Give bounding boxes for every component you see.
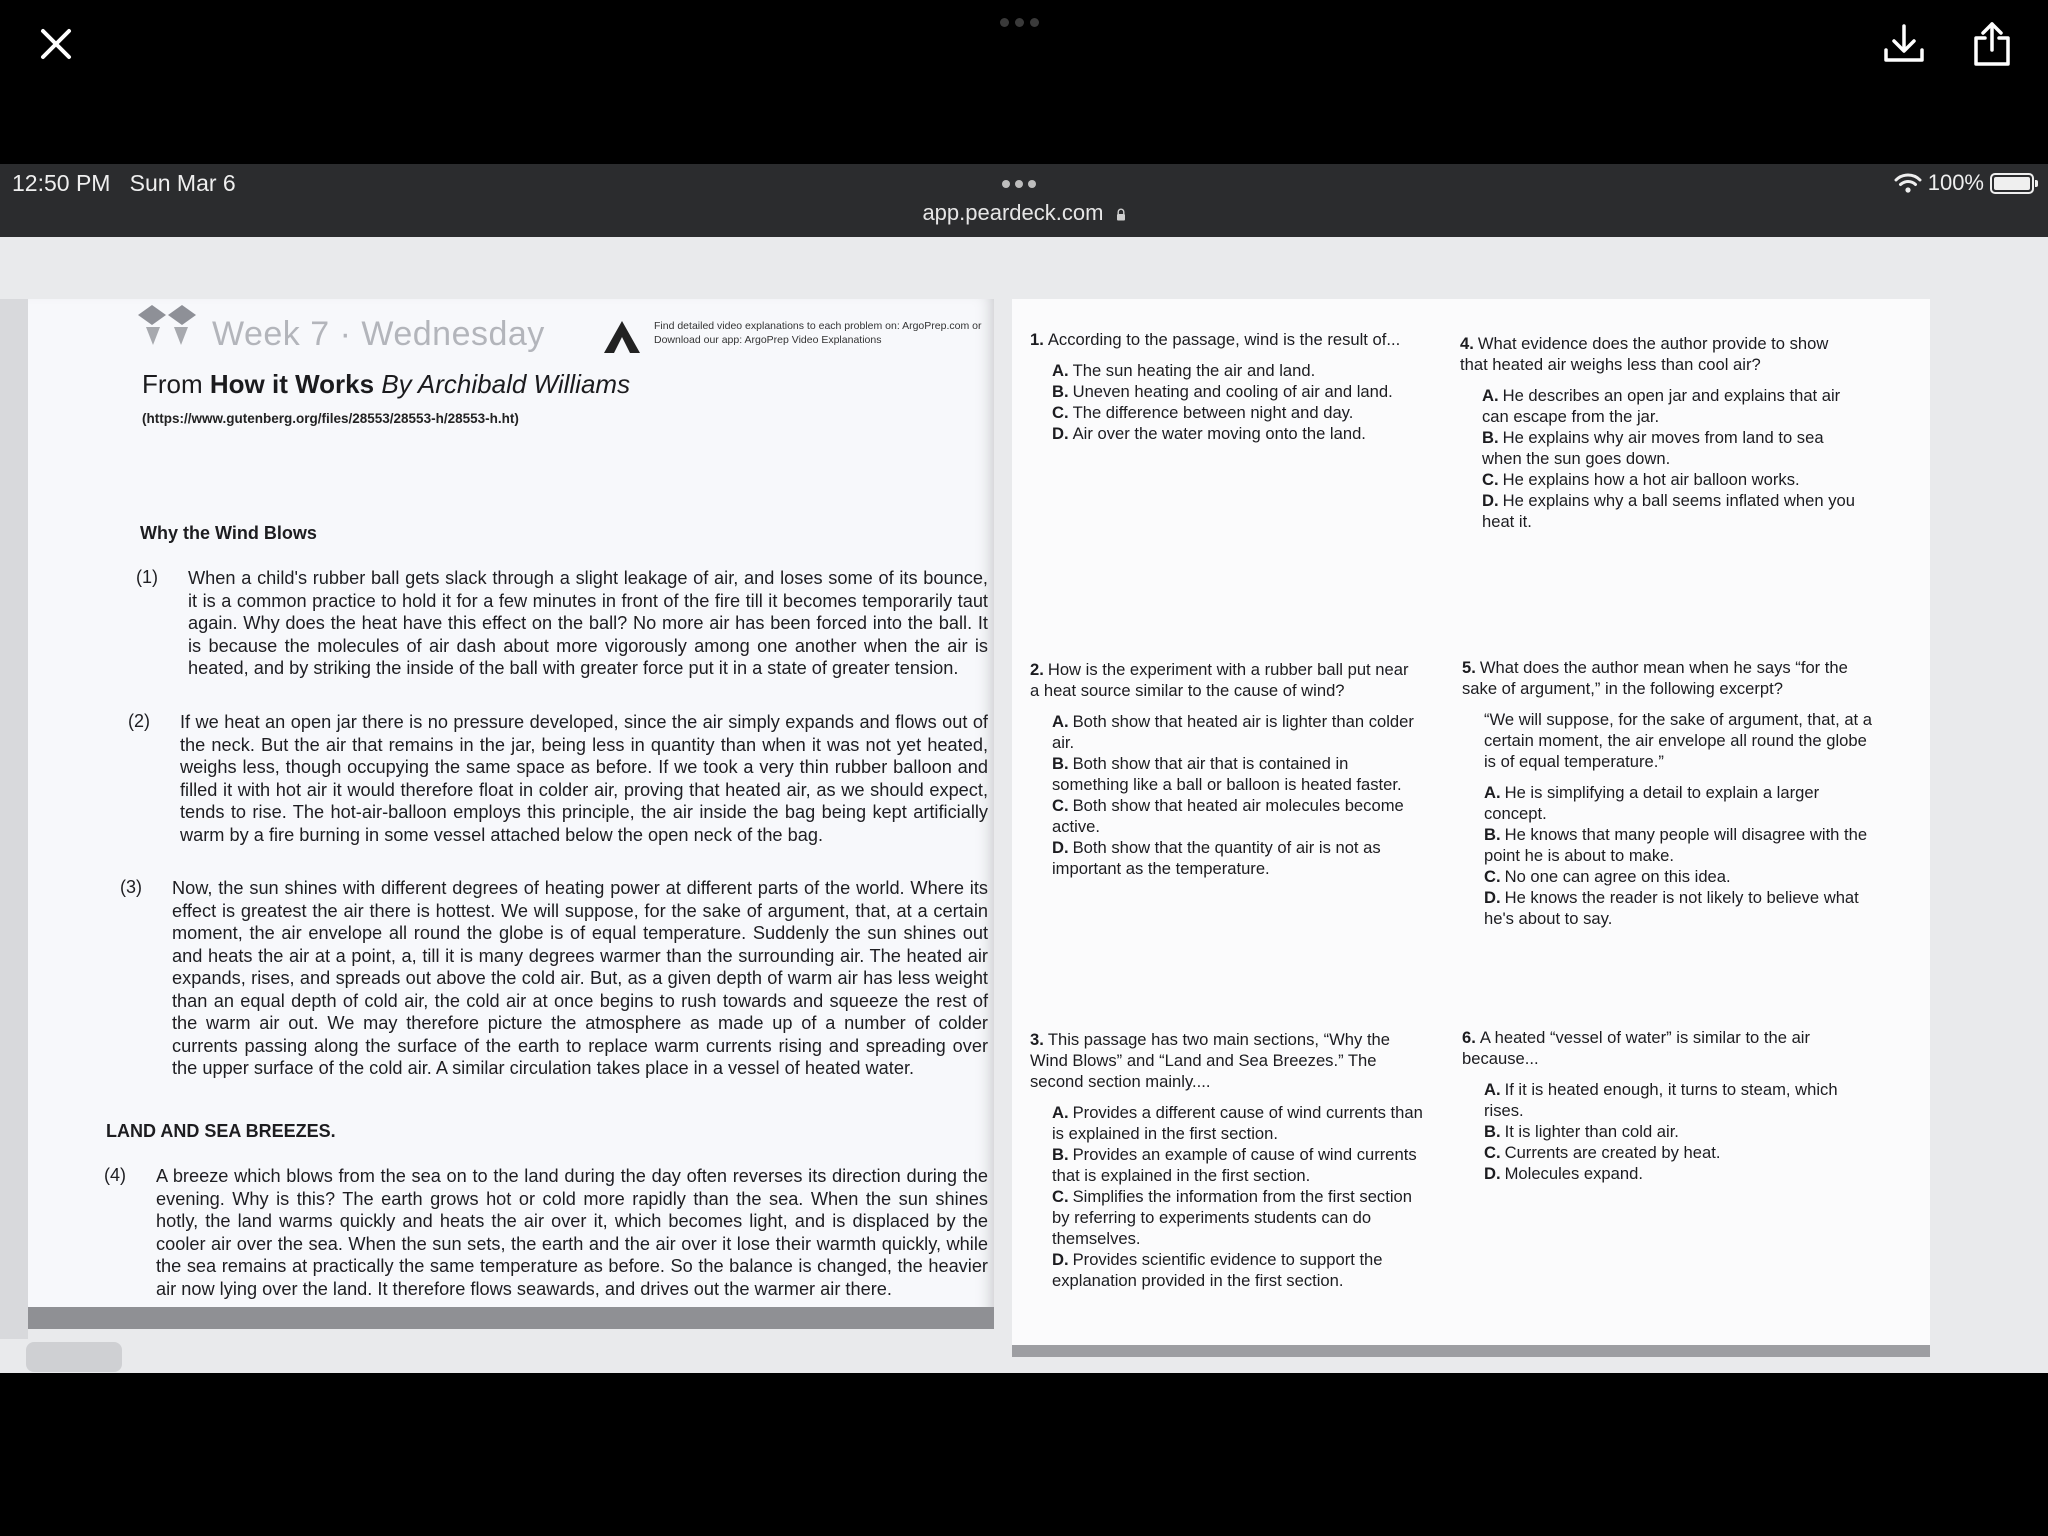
option-text: If it is heated enough, it turns to steam, which rises. [1484, 1080, 1838, 1120]
paragraph-number: (1) [136, 567, 158, 587]
questions-page [1012, 299, 1930, 1357]
question-6 [1462, 1027, 1862, 1184]
question-5 [1462, 657, 1872, 929]
page-bottom-strip [1012, 1345, 1930, 1357]
option-text: Provides an example of cause of wind currents that is explained in the first section. [1052, 1145, 1417, 1185]
option-letter: B. [1052, 754, 1069, 773]
question-2 [1030, 659, 1420, 879]
option-letter: D. [1482, 491, 1499, 510]
option-text: It is lighter than cold air. [1504, 1122, 1679, 1141]
question-stem: According to the passage, wind is the result of... [1047, 330, 1401, 349]
option-text: He knows that many people will disagree with the point he is about to make. [1484, 825, 1868, 865]
paragraph-2: If we heat an open jar there is no pressure developed, since the air simply expands and flows out of the neck. But the air that remains in the jar, being less in quantity than when it was not yet heated, weighs less, though occupying the same space as before. If we took a very thin rubber balloon and filled it with hot air it would therefore float in colder air, proving that heated air, as we should expect, tends to rise. The hot-air-balloon employs this principle, the air inside the bag being kept artificially warm by a fire burning in some vessel attached below the open neck of the bag. [180, 712, 988, 845]
option-text: The sun heating the air and land. [1072, 361, 1316, 380]
option-letter: D. [1484, 888, 1501, 907]
battery-percent: 100% [1927, 170, 1984, 195]
option-letter: D. [1052, 424, 1069, 443]
more-dots-icon[interactable] [1002, 180, 1036, 188]
option-letter: D. [1052, 1250, 1069, 1269]
wifi-icon [1894, 172, 1922, 194]
grabber-handle[interactable] [1000, 18, 1039, 27]
paragraph-number: (2) [128, 711, 150, 731]
option-letter: C. [1052, 1187, 1069, 1206]
option-letter: A. [1484, 783, 1501, 802]
option-text: Both show that heated air is lighter than colder air. [1052, 712, 1414, 752]
question-number: 3. [1030, 1030, 1044, 1049]
option-letter: A. [1484, 1080, 1501, 1099]
question-number: 6. [1462, 1028, 1476, 1047]
option-letter: D. [1052, 838, 1069, 857]
close-icon [34, 22, 78, 66]
question-3 [1030, 1029, 1430, 1291]
question-stem: What does the author mean when he says “for the sake of argument,” in the following excerpt? [1462, 658, 1848, 698]
option-text: The difference between night and day. [1072, 403, 1354, 422]
share-icon [1968, 20, 2016, 68]
page-gutter [0, 299, 28, 1339]
reading-passage-page [28, 299, 994, 1329]
argoprep-note: Find detailed video explanations to each problem on: ArgoPrep.com or Download our app: ArgoPrep Video Explanations [654, 320, 982, 346]
option-text: Both show that air that is contained in something like a ball or balloon is heated faster. [1052, 754, 1402, 794]
option-text: Both show that heated air molecules become active. [1052, 796, 1404, 836]
paragraph-number: (3) [120, 877, 142, 897]
page-bottom-strip [28, 1307, 994, 1329]
passage-source-url: (https://www.gutenberg.org/files/28553/28553-h/28553-h.ht) [142, 411, 519, 426]
option-text: Molecules expand. [1504, 1164, 1643, 1183]
option-text: Air over the water moving onto the land. [1072, 424, 1366, 443]
option-letter: C. [1052, 403, 1069, 422]
battery-icon [1990, 173, 2034, 194]
option-letter: A. [1052, 361, 1069, 380]
option-letter: B. [1482, 428, 1499, 447]
question-stem: This passage has two main sections, “Why the Wind Blows” and “Land and Sea Breezes.” The second section mainly.... [1030, 1030, 1391, 1091]
question-quote: “We will suppose, for the sake of argument, that, at a certain moment, the air envelope all round the globe is of equal temperature.” [1484, 710, 1873, 771]
option-text: He explains how a hot air balloon works. [1502, 470, 1800, 489]
option-text: Both show that the quantity of air is not as important as the temperature. [1052, 838, 1381, 878]
question-stem: A heated “vessel of water” is similar to the air because... [1462, 1028, 1811, 1068]
download-button[interactable] [1880, 20, 1928, 68]
option-text: Provides a different cause of wind currents than is explained in the first section. [1052, 1103, 1423, 1143]
section-heading-wind: Why the Wind Blows [140, 523, 317, 543]
option-letter: B. [1484, 825, 1501, 844]
option-text: He explains why a ball seems inflated when you heat it. [1482, 491, 1855, 531]
option-letter: C. [1484, 867, 1501, 886]
viewer-toolbar [0, 0, 2048, 164]
option-text: No one can agree on this idea. [1504, 867, 1731, 886]
option-letter: C. [1052, 796, 1069, 815]
option-text: He knows the reader is not likely to believe what he's about to say. [1484, 888, 1859, 928]
title-book: How it Works [209, 369, 375, 399]
close-button[interactable] [34, 22, 78, 66]
worksheet-photo [0, 237, 2048, 1373]
title-author: By Archibald Williams [374, 369, 631, 399]
question-number: 2. [1030, 660, 1044, 679]
question-stem: How is the experiment with a rubber ball put near a heat source similar to the cause of wind? [1030, 660, 1409, 700]
url-text: app.peardeck.com [922, 200, 1104, 225]
option-text: Currents are created by heat. [1504, 1143, 1721, 1162]
section-heading-breezes: LAND AND SEA BREEZES. [106, 1121, 336, 1141]
paragraph-number: (4) [104, 1165, 126, 1185]
status-bar [0, 164, 2048, 237]
option-letter: B. [1052, 1145, 1069, 1164]
passage-title [142, 369, 630, 400]
option-text: Uneven heating and cooling of air and land. [1072, 382, 1393, 401]
option-text: He describes an open jar and explains that air can escape from the jar. [1482, 386, 1841, 426]
question-number: 5. [1462, 658, 1476, 677]
status-time: 12:50 PM Sun Mar 6 [12, 170, 236, 196]
option-letter: C. [1482, 470, 1499, 489]
paragraph-1: When a child's rubber ball gets slack through a slight leakage of air, and loses some of its bounce, it is a common practice to hold it for a few minutes in front of the fire till it becomes temporarily taut again. Why does the heat have this effect on the ball? No more air has been forced into the ball. It is because the molecules of air dash about more vigorously among one another when the air is heated, and by striking the inside of the ball with greater force put it in a state of greater tension. [188, 568, 988, 678]
option-letter: C. [1484, 1143, 1501, 1162]
option-letter: A. [1482, 386, 1499, 405]
lock-icon [1116, 208, 1126, 221]
question-1 [1030, 329, 1430, 444]
question-number: 1. [1030, 330, 1044, 349]
paragraph-4: A breeze which blows from the sea on to the land during the day often reverses its direction during the evening. Why is this? The earth grows hot or cold more rapidly than the sea. When the sun shines hotly, the land warms quickly and heats the air over it, which becomes light, and is displaced by the cooler air over the sea. When the sun sets, the earth and the air over it lose their warmth quickly, while the sea remains at practically the same temperature as before. So the balance is changed, the heavier air now lying over the land. It therefore flows seawards, and drives out the warmer air there. [156, 1166, 988, 1299]
option-letter: A. [1052, 712, 1069, 731]
option-letter: A. [1052, 1103, 1069, 1122]
week-title: Week 7 · Wednesday [212, 315, 545, 353]
paragraph-3: Now, the sun shines with different degrees of heating power at different parts of the world. Where its effect is greatest the air there is hottest. We will suppose, for the sake of argument, that, at a certain moment, the air envelope all round the globe is of equal temperature. Suddenly the sun shines out and heats the air at a point, a, till it is many degrees warmer than the surrounding air. The heated air expands, rises, and spreads out above the cold air. But, as a given depth of warm air has less weight than an equal depth of cold air, the cold air at once begins to rush towards and squeeze the rest of the warm air out. We may therefore picture the atmosphere as made up of a number of colder currents passing along the surface of the earth to replace warm currents rising and spreading over the upper surface of the cold air. A similar circulation takes place in a vessel of heated water. [172, 878, 988, 1078]
drawing-tool-tab[interactable] [26, 1342, 122, 1372]
question-stem: What evidence does the author provide to show that heated air weighs less than cool air? [1460, 334, 1829, 374]
option-letter: B. [1484, 1122, 1501, 1141]
title-prefix: From [142, 369, 210, 399]
status-right [1894, 170, 2034, 196]
download-icon [1880, 20, 1928, 68]
option-letter: B. [1052, 382, 1069, 401]
option-text: He explains why air moves from land to sea when the sun goes down. [1482, 428, 1824, 468]
option-text: Provides scientific evidence to support the explanation provided in the first section. [1052, 1250, 1383, 1290]
share-button[interactable] [1968, 20, 2016, 68]
question-4 [1460, 333, 1860, 532]
option-letter: D. [1484, 1164, 1501, 1183]
option-text: He is simplifying a detail to explain a larger concept. [1484, 783, 1820, 823]
viewer-bottom-area [0, 1373, 2048, 1536]
url-bar[interactable] [0, 200, 2048, 226]
option-text: Simplifies the information from the first section by referring to experiments students can do themselves. [1052, 1187, 1412, 1248]
question-number: 4. [1460, 334, 1474, 353]
argoprep-logo-icon [602, 319, 642, 355]
argoprep-week-logo-icon [138, 305, 196, 351]
